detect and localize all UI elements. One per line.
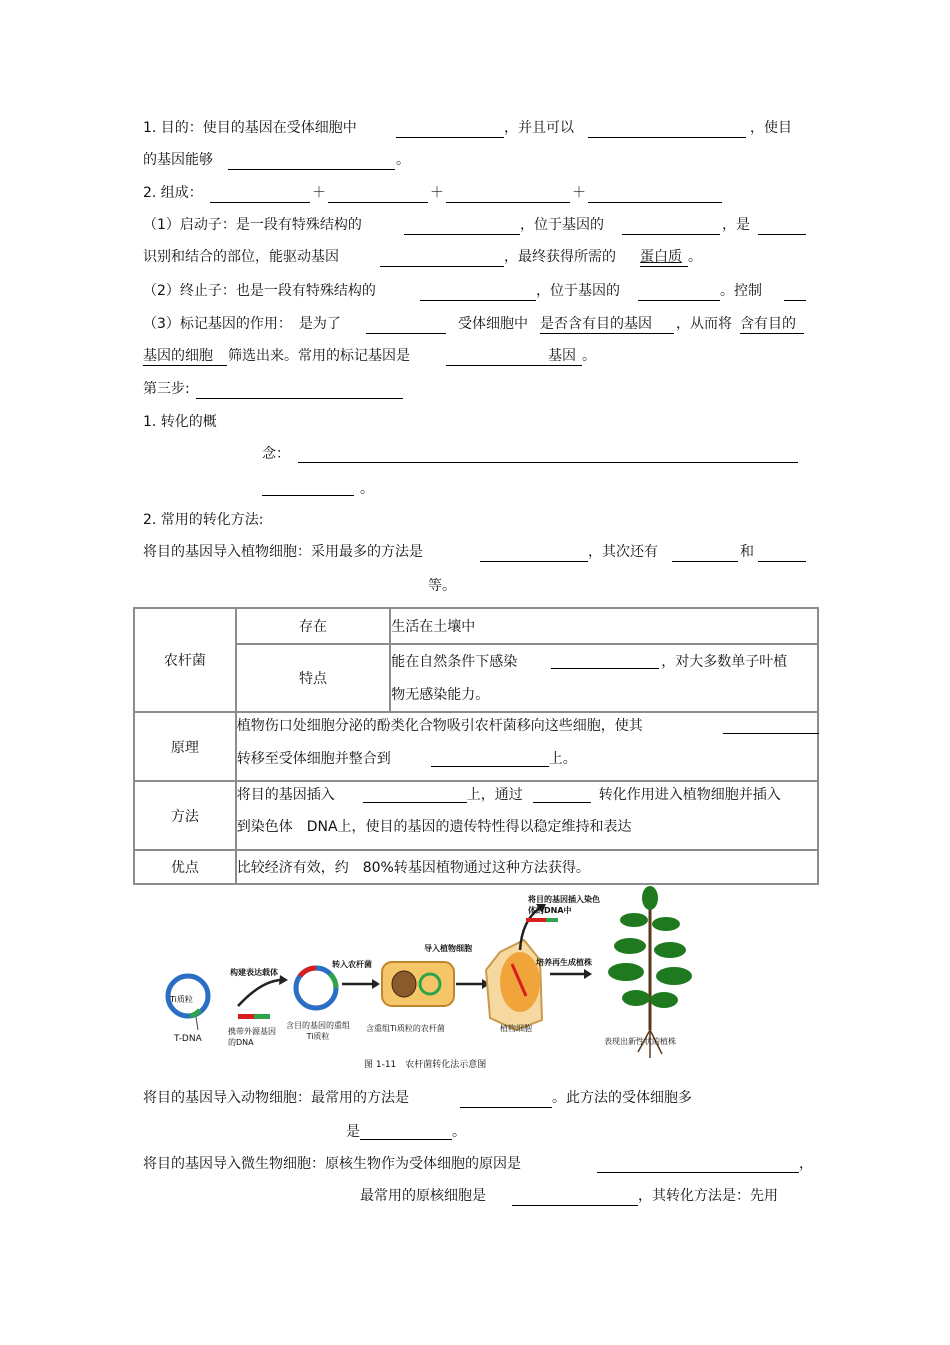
- exist-label-cell: [236, 608, 391, 644]
- goal-line1-c: ，使目: [750, 120, 792, 136]
- promoter-answer-protein: 蛋白质: [640, 249, 682, 265]
- marker-underline-3: [143, 365, 227, 366]
- promoter-blank-3[interactable]: [758, 234, 806, 235]
- adv-label-cell: [134, 850, 236, 884]
- label-recomb-plasmid: 含目的基因的重组Ti质粒: [286, 1021, 350, 1041]
- principle-label: 原理: [170, 739, 199, 756]
- terminator-b: ，位于基因的: [536, 283, 620, 299]
- method-label: 方法: [170, 808, 199, 825]
- feature-b: ，对大多数单子叶植: [661, 654, 788, 670]
- microbe-d: ，其转化方法是：先用: [638, 1188, 778, 1204]
- methods-plant-c: 和: [740, 544, 754, 560]
- microbe-blank-1[interactable]: [597, 1172, 799, 1173]
- marker-answer-3: 基因的细胞: [143, 348, 213, 364]
- method-d: 到染色体 DNA上，使目的基因的遗传特性得以稳定维持和表达: [236, 819, 632, 835]
- method-a: 将目的基因插入: [236, 787, 335, 803]
- feature-label: 特点: [299, 671, 327, 687]
- promoter-e: ，最终获得所需的: [504, 249, 616, 265]
- insert-bar-green: [546, 918, 558, 922]
- marker-h: 基因: [548, 348, 576, 364]
- transform-blank-2[interactable]: [262, 495, 354, 496]
- principle-b: 转移至受体细胞并整合到: [236, 751, 391, 767]
- composition-blank-1[interactable]: [210, 202, 310, 203]
- principle-label-cell: [134, 712, 236, 781]
- label-tdna: T-DNA: [174, 1034, 202, 1044]
- composition-blank-3[interactable]: [446, 202, 570, 203]
- transform-b: 念：: [262, 446, 290, 462]
- promoter-blank-1[interactable]: [404, 234, 520, 235]
- principle-c: 上。: [548, 751, 577, 767]
- principle-a: 植物伤口处细胞分泌的酚类化合物吸引农杆菌移向这些细胞，使其: [236, 718, 643, 734]
- marker-answer-2: 含有目的: [740, 316, 796, 332]
- feature-c: 物无感染能力。: [391, 687, 490, 703]
- label-regenerate: 培养再生成植株: [536, 958, 592, 967]
- insert-green: [330, 974, 336, 988]
- microbe-blank-2[interactable]: [512, 1205, 638, 1206]
- marker-i: 。: [582, 348, 596, 364]
- marker-underline-1: [540, 333, 674, 334]
- agro-label: 农杆菌: [163, 653, 206, 669]
- label-agro-with-plasmid: 含重组Ti质粒的农杆菌: [366, 1024, 445, 1033]
- feature-label-cell: [236, 644, 391, 712]
- promoter-b: ，位于基因的: [520, 217, 604, 233]
- promoter-d: 识别和结合的部位，能驱动基因: [143, 249, 339, 265]
- exist-label: 存在: [299, 619, 327, 635]
- principle-value-cell: [236, 712, 818, 781]
- adv-value-cell: [236, 850, 818, 884]
- method-label-cell: [134, 781, 236, 850]
- methods-blank-3[interactable]: [758, 561, 806, 562]
- plus-sign: ＋: [572, 185, 586, 201]
- methods-plant-d: 等。: [428, 578, 456, 594]
- promoter-blank-4[interactable]: [380, 266, 504, 267]
- exist-value-cell: [390, 608, 818, 644]
- methods-blank-2[interactable]: [672, 561, 738, 562]
- plus-sign: ＋: [312, 185, 326, 201]
- goal-blank-1[interactable]: [396, 137, 504, 138]
- microbe-a: 将目的基因导入微生物细胞：原核生物作为受体细胞的原因是: [143, 1156, 521, 1172]
- bacterial-genome-icon: [392, 971, 416, 997]
- agrobacterium-diagram: [160, 880, 680, 1075]
- marker-underline-2: [740, 333, 804, 334]
- label-into-plant-cell: 导入植物细胞: [424, 944, 472, 953]
- exist-value: 生活在土壤中: [391, 619, 476, 635]
- label-into-agro: 转入农杆菌: [332, 960, 372, 969]
- promoter-g: 。: [688, 249, 702, 265]
- promoter-c: ，是: [722, 217, 750, 233]
- feature-blank[interactable]: [551, 668, 659, 669]
- method-blank-2[interactable]: [533, 802, 591, 803]
- transform-a: 1. 转化的概: [143, 414, 217, 430]
- goal-line1-a: 1. 目的：使目的基因在受体细胞中: [143, 120, 357, 136]
- marker-blank-2[interactable]: [446, 365, 582, 366]
- principle-blank-1[interactable]: [723, 733, 819, 734]
- label-build-vector: 构建表达载体: [230, 968, 278, 977]
- terminator-blank-1[interactable]: [420, 300, 536, 301]
- promoter-blank-5: [640, 266, 688, 267]
- marker-g: 筛选出来。常用的标记基因是: [228, 348, 410, 364]
- marker-a: （3）标记基因的作用： 是为了: [143, 316, 341, 332]
- transform-blank-1[interactable]: [298, 462, 798, 463]
- animal-a: 将目的基因导入动物细胞：最常用的方法是: [143, 1090, 409, 1106]
- goal-line1-b: ，并且可以: [504, 120, 574, 136]
- marker-b: 受体细胞中: [458, 316, 528, 332]
- terminator-a: （2）终止子：也是一段有特殊结构的: [143, 283, 376, 299]
- microbe-b: ，: [799, 1156, 813, 1172]
- insert-red: [300, 968, 316, 976]
- promoter-blank-2[interactable]: [622, 234, 720, 235]
- composition-blank-2[interactable]: [328, 202, 428, 203]
- transform-c: 。: [360, 481, 374, 497]
- terminator-blank-2[interactable]: [638, 300, 720, 301]
- agro-cell: [134, 608, 236, 712]
- principle-blank-2[interactable]: [431, 766, 549, 767]
- label-insert-chrom: 将目的基因插入染色体的DNA中: [528, 895, 600, 915]
- animal-d: 。: [452, 1124, 466, 1140]
- animal-c: 是: [346, 1124, 360, 1140]
- step3-label: 第三步:: [143, 381, 190, 397]
- animal-b: 。此方法的受体细胞多: [552, 1090, 692, 1106]
- method-b: 上，通过: [466, 787, 523, 803]
- methods-plant-a: 将目的基因导入植物细胞：采用最多的方法是: [143, 544, 423, 560]
- marker-blank-1[interactable]: [366, 333, 446, 334]
- label-new-trait-plant: 表现出新性状的植株: [604, 1037, 676, 1046]
- label-foreign-dna: 携带外源基因的DNA: [228, 1027, 276, 1047]
- arrow-icon: [238, 980, 280, 1006]
- agrobacterium-table: [133, 607, 819, 885]
- promoter-a: （1）启动子：是一段有特殊结构的: [143, 217, 362, 233]
- marker-answer-1: 是否含有目的基因: [540, 316, 652, 332]
- feature-a: 能在自然条件下感染: [391, 654, 518, 670]
- composition-blank-4[interactable]: [588, 202, 722, 203]
- plus-sign: ＋: [430, 185, 444, 201]
- step3-blank[interactable]: [196, 398, 403, 399]
- adv-value: 比较经济有效，约 80%转基因植物通过这种方法获得。: [236, 860, 590, 876]
- insert-bar-red: [526, 918, 546, 922]
- composition-label: 2. 组成：: [143, 185, 203, 201]
- goal-line2-b: 。: [396, 152, 410, 168]
- foreign-dna-red: [238, 1014, 254, 1019]
- feature-value-cell: [390, 644, 818, 712]
- animal-blank-2[interactable]: [360, 1139, 452, 1140]
- methods-title: 2. 常用的转化方法:: [143, 512, 264, 528]
- method-c: 转化作用进入植物细胞并插入: [598, 787, 781, 803]
- methods-plant-b: ，其次还有: [588, 544, 658, 560]
- tdna-pointer: [196, 1017, 198, 1030]
- arrow-head-icon: [279, 975, 288, 985]
- foreign-dna-green: [254, 1014, 270, 1019]
- goal-blank-3[interactable]: [228, 169, 395, 170]
- animal-blank-1[interactable]: [460, 1107, 552, 1108]
- adv-label: 优点: [170, 860, 199, 876]
- arrow-head-icon: [372, 979, 380, 989]
- terminator-blank-3[interactable]: [784, 300, 806, 301]
- label-ti-plasmid: Ti质粒: [170, 995, 193, 1004]
- marker-d: ，从而将: [676, 316, 732, 332]
- terminator-c: 。控制: [720, 283, 762, 299]
- method-value-cell: [236, 781, 818, 850]
- label-plant-cell: 植物细胞: [500, 1024, 532, 1033]
- goal-blank-2[interactable]: [588, 137, 746, 138]
- goal-line2-a: 的基因能够: [143, 152, 213, 168]
- methods-blank-1[interactable]: [480, 561, 588, 562]
- method-blank-1[interactable]: [363, 802, 467, 803]
- microbe-c: 最常用的原核细胞是: [360, 1188, 486, 1204]
- diagram-caption: 图 1-11 农杆菌转化法示意图: [364, 1060, 487, 1070]
